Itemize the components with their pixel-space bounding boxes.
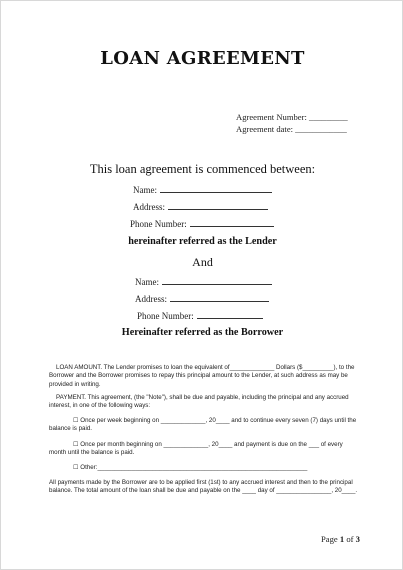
payment-text: PAYMENT. This agreement, (the "Note"), shall be due and payable, including the principal and any accrued interest, in one of the following ways: [49, 394, 349, 410]
option-other [49, 464, 359, 472]
all-payments-clause [49, 479, 359, 496]
lender-address-field [133, 201, 268, 212]
page-number [321, 534, 360, 544]
agreement-number-field: Agreement Number: _________ [236, 112, 348, 122]
lender-address-label: Address: [133, 202, 165, 212]
borrower-phone-label: Phone Number: [137, 311, 194, 321]
document-title: LOAN AGREEMENT [100, 48, 305, 69]
option-week [49, 417, 359, 434]
borrower-name-line [162, 276, 272, 285]
lender-phone-label: Phone Number: [130, 219, 187, 229]
option-month [49, 441, 359, 458]
intro-text: This loan agreement is commenced between: [89, 162, 316, 176]
borrower-referred-text: Hereinafter referred as the Borrower [121, 327, 284, 338]
page-current: 1 [339, 534, 345, 544]
page-total: 3 [355, 534, 360, 544]
lender-referred-text: hereinafter referred as the Lender [128, 236, 277, 247]
lender-name-line [160, 184, 272, 193]
lender-name-field [133, 184, 272, 195]
and-text: And [192, 255, 213, 269]
borrower-address-line [170, 293, 269, 302]
loan-amount-text: LOAN AMOUNT. The Lender promises to loan the equivalent of_____________ Dollars ($_________), to the Borrower and the Borrower promises to repay this principal amount to the Lender, at such address as may be provided in writing. [49, 364, 355, 388]
option-month-text: ☐ Once per month beginning on _____________, 20____ and payment is due on the ___ of every month until the balance is paid. [49, 441, 343, 457]
all-payments-text: All payments made by the Borrower are to be applied first (1st) to any accrued interest and then to the principal balance. The total amount of the loan shall be due and payable on the ____ day of ________________, 20____. [49, 479, 358, 495]
payment-clause [49, 394, 359, 411]
borrower-name-label: Name: [135, 277, 159, 287]
borrower-phone-field [137, 310, 263, 321]
lender-address-line [168, 201, 268, 210]
option-other-text: ☐ Other:_____________________________________________________________ [73, 464, 308, 471]
lender-phone-line [190, 218, 274, 227]
page-label: Page [321, 534, 338, 544]
lender-name-label: Name: [133, 185, 157, 195]
borrower-name-field [135, 276, 272, 287]
borrower-address-field [135, 293, 269, 304]
agreement-date-field: Agreement date: ____________ [236, 124, 347, 134]
borrower-address-label: Address: [135, 294, 167, 304]
option-week-text: ☐ Once per week beginning on _____________, 20____ and to continue every seven (7) days until the balance is paid. [49, 417, 357, 433]
loan-amount-clause [49, 364, 359, 389]
lender-phone-field [130, 218, 274, 229]
page-of: of [346, 534, 354, 544]
borrower-phone-line [197, 310, 263, 319]
